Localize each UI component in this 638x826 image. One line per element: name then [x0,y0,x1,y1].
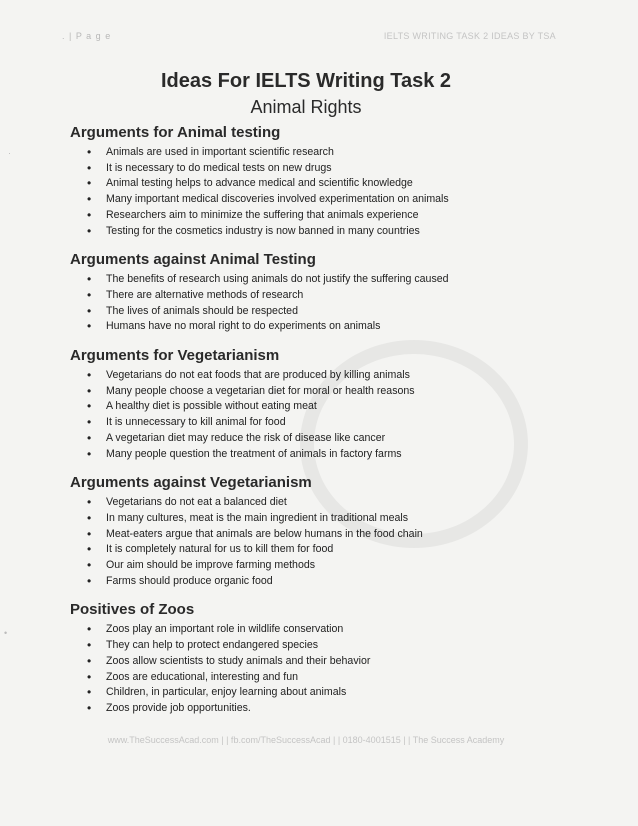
bullet-list [70,368,570,462]
section [70,600,570,716]
bullet-list [70,145,570,239]
section-heading: Arguments against Vegetarianism [70,474,312,492]
section-heading: Arguments for Animal testing [70,124,281,141]
list-item: • Animals are used in important scientific research [84,145,570,161]
section-heading: Arguments for Vegetarianism [70,347,280,365]
list-item: • It is unnecessary to kill animal for food [84,415,570,431]
section [70,346,570,462]
list-item: • Children, in particular, enjoy learning about animals [84,685,570,701]
page-subtitle: Animal Rights [250,97,362,117]
list-item: • The benefits of research using animals do not justify the suffering caused [84,272,570,288]
list-item: • Farms should produce organic food [84,574,570,590]
document-body [70,123,570,717]
list-item: • They can help to protect endangered species [84,638,570,654]
list-item: • Our aim should be improve farming methods [84,558,570,574]
section [70,123,570,239]
list-item: • Zoos are educational, interesting and fun [84,670,570,686]
list-item: • Animal testing helps to advance medical and scientific knowledge [84,176,570,192]
list-item: • A healthy diet is possible without eating meat [84,399,570,415]
page-title: Ideas For IELTS Writing Task 2 [160,70,452,92]
list-item: • Zoos provide job opportunities. [84,701,570,717]
bullet-list [70,622,570,716]
section-heading: Positives of Zoos [70,601,195,619]
list-item: • Many people question the treatment of animals in factory farms [84,447,570,463]
bullet-list [70,272,570,335]
list-item: • Many people choose a vegetarian diet for moral or health reasons [84,384,570,400]
list-item: • Researchers aim to minimize the suffering that animals experience [84,208,570,224]
list-item: • There are alternative methods of research [84,288,570,304]
scan-mark: • [4,628,8,638]
list-item: • It is completely natural for us to kill them for food [84,542,570,558]
list-item: • Many important medical discoveries involved experimentation on animals [84,192,570,208]
scan-mark: · [8,148,11,158]
section [70,250,570,335]
page-footer: www.TheSuccessAcad.com | | fb.com/TheSuccessAcad | | 0180-4001515 | | The Success Academy [107,735,505,745]
section-heading: Arguments against Animal Testing [70,251,316,269]
list-item: • Vegetarians do not eat a balanced diet [84,495,570,511]
list-item: • Humans have no moral right to do experiments on animals [84,319,570,335]
list-item: • Vegetarians do not eat foods that are produced by killing animals [84,368,570,384]
list-item: • A vegetarian diet may reduce the risk of disease like cancer [84,431,570,447]
list-item: • Meat-eaters argue that animals are below humans in the food chain [84,527,570,543]
page-number-header: . | P a g e [62,31,112,41]
running-header: IELTS WRITING TASK 2 IDEAS BY TSA [383,31,556,41]
bullet-list [70,495,570,589]
list-item: • Zoos allow scientists to study animals and their behavior [84,654,570,670]
list-item: • In many cultures, meat is the main ingredient in traditional meals [84,511,570,527]
list-item: • The lives of animals should be respected [84,304,570,320]
section [70,473,570,589]
list-item: • It is necessary to do medical tests on new drugs [84,161,570,177]
list-item: • Testing for the cosmetics industry is now banned in many countries [84,224,570,240]
list-item: • Zoos play an important role in wildlife conservation [84,622,570,638]
